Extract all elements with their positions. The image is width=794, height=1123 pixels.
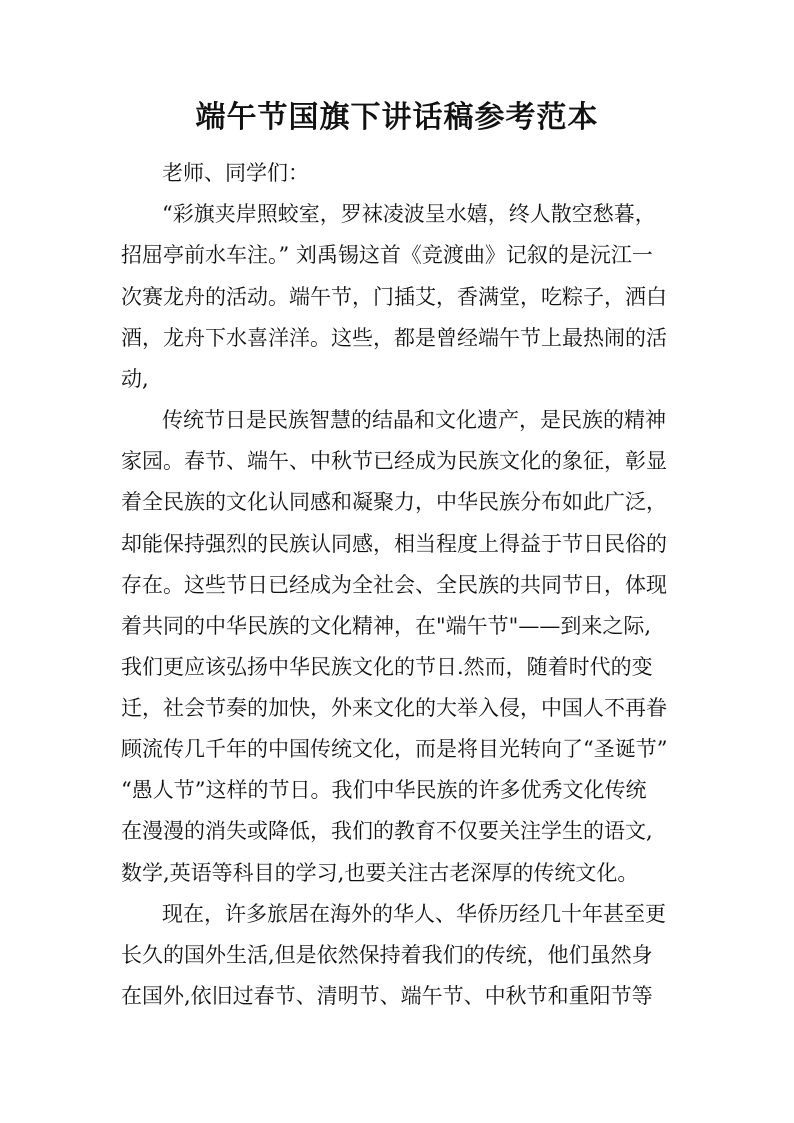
document-title: 端午节国旗下讲话稿参考范本 [195,100,599,135]
paragraph-line: 我们更应该弘扬中华民族文化的节日.然而，随着时代的变 [121,655,653,679]
paragraph-line: “愚人节”这样的节日。我们中华民族的许多优秀文化传统 [121,778,647,802]
paragraph-line: 酒，龙舟下水喜洋洋。这些，都是曾经端午节上最热闹的活 [121,326,667,350]
paragraph-line: 顾流传几千年的中国传统文化，而是将目光转向了“圣诞节” [121,737,668,761]
salutation-line: 老师、同学们： [162,161,309,185]
paragraph-line: “彩旗夹岸照蛟室，罗袜凌波呈水嬉，终人散空愁暮， [162,202,656,226]
paragraph-line: 动, [121,367,149,391]
paragraph-line: 数学,英语等科目的学习,也要关注古老深厚的传统文化。 [121,861,639,885]
paragraph-line: 着全民族的文化认同感和凝聚力，中华民族分布如此广泛， [121,490,667,514]
paragraph-line: 长久的国外生活,但是依然保持着我们的传统，他们虽然身 [121,943,653,967]
paragraph-line: 迁，社会节奏的加快，外来文化的大举入侵，中国人不再眷 [121,696,667,720]
paragraph-line: 着共同的中华民族的文化精神，在"端午节"——到来之际, [121,614,651,638]
paragraph-line: 现在，许多旅居在海外的华人、华侨历经几十年甚至更 [162,902,666,926]
paragraph-line: 在漫漫的消失或降低，我们的教育不仅要关注学生的语文, [121,819,653,843]
paragraph-line: 家园。春节、端午、中秋节已经成为民族文化的象征，彰显 [121,449,667,473]
paragraph-line: 存在。这些节日已经成为全社会、全民族的共同节日，体现 [121,573,667,597]
paragraph-line: 传统节日是民族智慧的结晶和文化遗产，是民族的精神 [162,408,666,432]
paragraph-line: 招屈亭前水车注。” 刘禹锡这首《竞渡曲》记叙的是沅江一 [121,243,653,267]
paragraph-line: 却能保持强烈的民族认同感，相当程度上得益于节日民俗的 [121,532,667,556]
paragraph-line: 次赛龙舟的活动。端午节，门插艾，香满堂，吃粽子，洒白 [121,285,667,309]
paragraph-line: 在国外,依旧过春节、清明节、端午节、中秋节和重阳节等 [121,984,653,1008]
